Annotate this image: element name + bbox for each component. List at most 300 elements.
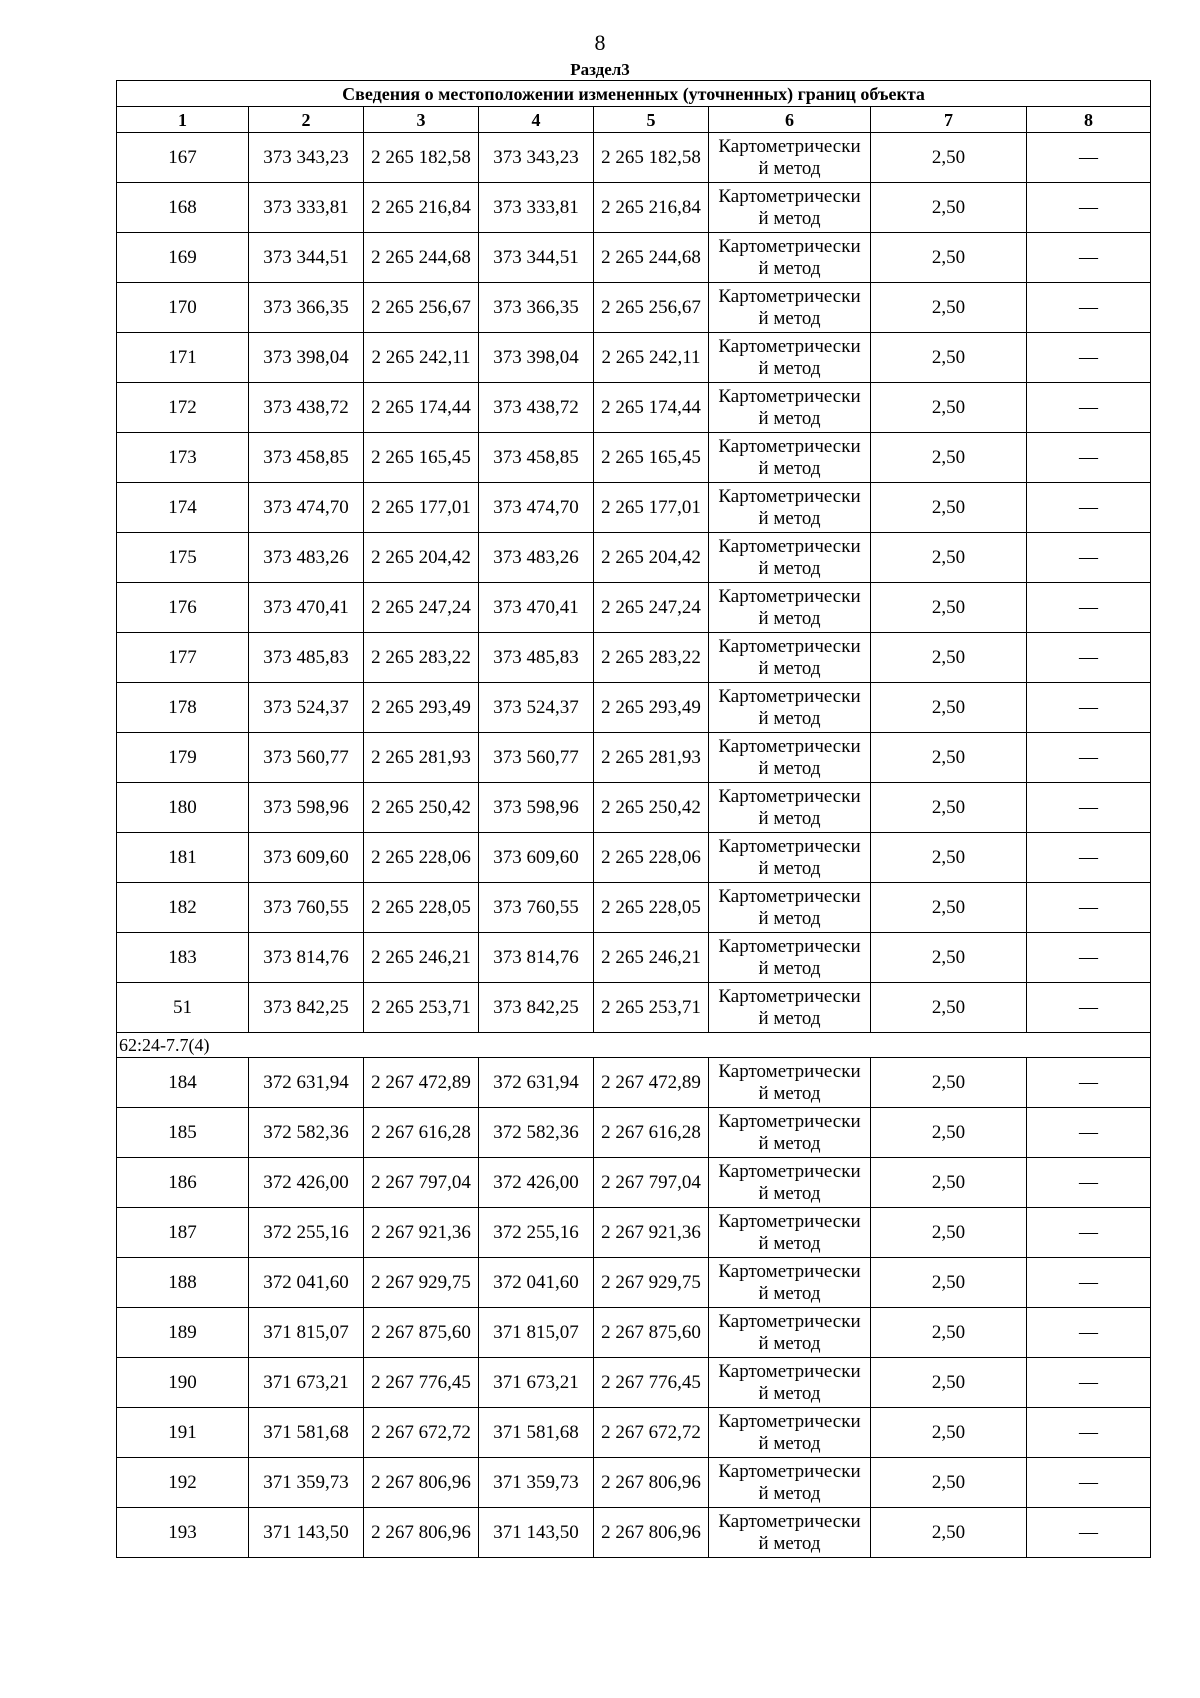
note-dash: — [1027,1308,1151,1358]
method-line-2: й метод [758,257,821,279]
method-line-1: Картометрически [718,535,861,557]
method-line-1: Картометрически [718,1110,861,1132]
coord-y-existing: 2 267 806,96 [364,1458,479,1508]
coord-y-updated: 2 267 806,96 [594,1508,709,1558]
table-row [117,383,1151,433]
coord-y-updated: 2 267 875,60 [594,1308,709,1358]
note-dash: — [1027,883,1151,933]
section-title: Раздел3 [570,60,630,79]
method-line-2: й метод [758,1482,821,1504]
method-line-2: й метод [758,507,821,529]
coord-y-updated: 2 267 797,04 [594,1158,709,1208]
note-dash: — [1027,1508,1151,1558]
point-number: 173 [117,433,249,483]
method-line-2: й метод [758,707,821,729]
point-number: 179 [117,733,249,783]
method-cell [709,1308,871,1358]
method-line-2: й метод [758,1532,821,1554]
method-cell [709,1108,871,1158]
note-dash: — [1027,383,1151,433]
method-line-2: й метод [758,557,821,579]
method-cell [709,283,871,333]
column-header: 5 [594,107,709,133]
coord-x-updated: 373 438,72 [479,383,594,433]
coord-x-updated: 373 483,26 [479,533,594,583]
accuracy-value: 2,50 [871,383,1027,433]
note-dash: — [1027,283,1151,333]
method-cell [709,483,871,533]
coord-y-existing: 2 267 672,72 [364,1408,479,1458]
accuracy-value: 2,50 [871,633,1027,683]
note-dash: — [1027,433,1151,483]
point-number: 193 [117,1508,249,1558]
table-body [117,133,1151,1558]
note-dash: — [1027,133,1151,183]
coord-y-updated: 2 265 177,01 [594,483,709,533]
accuracy-value: 2,50 [871,483,1027,533]
point-number: 176 [117,583,249,633]
coord-x-existing: 373 458,85 [249,433,364,483]
point-number: 51 [117,983,249,1033]
coord-y-existing: 2 267 921,36 [364,1208,479,1258]
method-line-1: Картометрически [718,485,861,507]
coord-y-updated: 2 265 228,06 [594,833,709,883]
coord-x-existing: 373 474,70 [249,483,364,533]
coord-y-updated: 2 267 921,36 [594,1208,709,1258]
table-row [117,133,1151,183]
table-row [117,1058,1151,1108]
coord-x-existing: 373 483,26 [249,533,364,583]
coord-x-existing: 372 426,00 [249,1158,364,1208]
point-number: 168 [117,183,249,233]
coord-x-existing: 371 143,50 [249,1508,364,1558]
method-line-1: Картометрически [718,1360,861,1382]
coord-y-existing: 2 267 929,75 [364,1258,479,1308]
method-cell [709,433,871,483]
note-dash: — [1027,783,1151,833]
coord-y-updated: 2 265 165,45 [594,433,709,483]
method-cell [709,1208,871,1258]
note-dash: — [1027,183,1151,233]
coord-x-updated: 372 582,36 [479,1108,594,1158]
accuracy-value: 2,50 [871,583,1027,633]
point-number: 188 [117,1258,249,1308]
coord-x-existing: 373 333,81 [249,183,364,233]
column-header: 7 [871,107,1027,133]
method-line-2: й метод [758,807,821,829]
coord-y-existing: 2 267 875,60 [364,1308,479,1358]
table-row [117,233,1151,283]
table-row [117,633,1151,683]
accuracy-value: 2,50 [871,1208,1027,1258]
note-dash: — [1027,583,1151,633]
table-row [117,1108,1151,1158]
method-line-2: й метод [758,1282,821,1304]
method-line-1: Картометрически [718,1460,861,1482]
coord-x-updated: 372 255,16 [479,1208,594,1258]
coord-x-existing: 373 598,96 [249,783,364,833]
method-line-2: й метод [758,307,821,329]
table-row [117,1208,1151,1258]
accuracy-value: 2,50 [871,233,1027,283]
method-line-1: Картометрически [718,635,861,657]
coord-x-updated: 373 398,04 [479,333,594,383]
note-dash: — [1027,533,1151,583]
coord-x-existing: 372 041,60 [249,1258,364,1308]
coord-y-existing: 2 265 174,44 [364,383,479,433]
table-row [117,433,1151,483]
method-line-1: Картометрически [718,1060,861,1082]
method-cell [709,1158,871,1208]
coord-x-existing: 371 815,07 [249,1308,364,1358]
method-line-2: й метод [758,1382,821,1404]
accuracy-value: 2,50 [871,683,1027,733]
note-dash: — [1027,1158,1151,1208]
coord-y-existing: 2 265 216,84 [364,183,479,233]
method-line-1: Картометрически [718,1260,861,1282]
coord-y-updated: 2 265 283,22 [594,633,709,683]
table-row [117,1158,1151,1208]
table-row [117,533,1151,583]
table-row [117,1358,1151,1408]
coord-y-updated: 2 265 244,68 [594,233,709,283]
method-line-1: Картометрически [718,1310,861,1332]
method-line-2: й метод [758,857,821,879]
method-line-1: Картометрически [718,885,861,907]
accuracy-value: 2,50 [871,183,1027,233]
method-line-2: й метод [758,757,821,779]
coord-y-existing: 2 265 293,49 [364,683,479,733]
group-label: 62:24-7.7(4) [117,1033,1151,1058]
method-cell [709,633,871,683]
coord-y-existing: 2 267 616,28 [364,1108,479,1158]
coord-x-existing: 373 560,77 [249,733,364,783]
method-line-2: й метод [758,157,821,179]
note-dash: — [1027,1458,1151,1508]
coord-y-updated: 2 267 472,89 [594,1058,709,1108]
point-number: 170 [117,283,249,333]
coord-y-updated: 2 265 216,84 [594,183,709,233]
coord-x-existing: 373 609,60 [249,833,364,883]
method-line-1: Картометрически [718,835,861,857]
coord-x-updated: 373 609,60 [479,833,594,883]
accuracy-value: 2,50 [871,283,1027,333]
coord-x-updated: 373 474,70 [479,483,594,533]
note-dash: — [1027,1058,1151,1108]
coord-y-existing: 2 265 204,42 [364,533,479,583]
coord-y-existing: 2 265 228,05 [364,883,479,933]
method-line-2: й метод [758,457,821,479]
method-cell [709,883,871,933]
method-line-2: й метод [758,957,821,979]
table-row [117,1508,1151,1558]
table-row [117,783,1151,833]
method-line-2: й метод [758,1232,821,1254]
accuracy-value: 2,50 [871,533,1027,583]
coord-x-updated: 373 344,51 [479,233,594,283]
coord-x-updated: 371 815,07 [479,1308,594,1358]
note-dash: — [1027,933,1151,983]
coord-y-existing: 2 265 228,06 [364,833,479,883]
coord-x-existing: 371 359,73 [249,1458,364,1508]
coord-y-updated: 2 267 616,28 [594,1108,709,1158]
coord-x-updated: 372 426,00 [479,1158,594,1208]
method-line-1: Картометрически [718,435,861,457]
accuracy-value: 2,50 [871,933,1027,983]
method-cell [709,983,871,1033]
table-row [117,1258,1151,1308]
note-dash: — [1027,1258,1151,1308]
method-cell [709,1358,871,1408]
note-dash: — [1027,483,1151,533]
coord-x-updated: 372 631,94 [479,1058,594,1108]
point-number: 177 [117,633,249,683]
coord-y-existing: 2 265 283,22 [364,633,479,683]
method-cell [709,783,871,833]
coord-x-existing: 372 582,36 [249,1108,364,1158]
note-dash: — [1027,1358,1151,1408]
coord-y-updated: 2 265 253,71 [594,983,709,1033]
method-line-2: й метод [758,207,821,229]
coord-x-updated: 373 524,37 [479,683,594,733]
coord-y-updated: 2 265 293,49 [594,683,709,733]
method-line-1: Картометрически [718,735,861,757]
coord-x-existing: 373 760,55 [249,883,364,933]
coord-x-existing: 373 524,37 [249,683,364,733]
coord-y-updated: 2 267 776,45 [594,1358,709,1408]
accuracy-value: 2,50 [871,333,1027,383]
method-line-1: Картометрически [718,685,861,707]
method-line-2: й метод [758,1182,821,1204]
method-cell [709,1258,871,1308]
method-line-2: й метод [758,1332,821,1354]
method-line-1: Картометрически [718,235,861,257]
coord-x-existing: 373 438,72 [249,383,364,433]
accuracy-value: 2,50 [871,1458,1027,1508]
table-row [117,683,1151,733]
table-caption-row [117,81,1151,107]
note-dash: — [1027,1208,1151,1258]
coord-x-existing: 373 814,76 [249,933,364,983]
method-line-2: й метод [758,657,821,679]
coord-y-updated: 2 265 281,93 [594,733,709,783]
coord-x-updated: 373 470,41 [479,583,594,633]
method-cell [709,383,871,433]
method-cell [709,183,871,233]
coord-y-existing: 2 267 472,89 [364,1058,479,1108]
coord-y-updated: 2 265 250,42 [594,783,709,833]
method-line-2: й метод [758,1132,821,1154]
table-row [117,483,1151,533]
method-line-2: й метод [758,407,821,429]
column-header-row [117,107,1151,133]
coord-y-existing: 2 265 281,93 [364,733,479,783]
method-cell [709,1508,871,1558]
accuracy-value: 2,50 [871,1158,1027,1208]
accuracy-value: 2,50 [871,983,1027,1033]
coord-y-updated: 2 265 256,67 [594,283,709,333]
method-line-1: Картометрически [718,185,861,207]
coord-x-updated: 372 041,60 [479,1258,594,1308]
coord-x-existing: 372 255,16 [249,1208,364,1258]
coord-x-updated: 373 343,23 [479,133,594,183]
coord-x-updated: 373 598,96 [479,783,594,833]
method-cell [709,533,871,583]
coord-y-existing: 2 265 246,21 [364,933,479,983]
point-number: 175 [117,533,249,583]
coord-x-existing: 371 673,21 [249,1358,364,1408]
coord-x-updated: 371 359,73 [479,1458,594,1508]
boundary-coordinates-table [116,80,1151,1558]
method-line-1: Картометрически [718,1160,861,1182]
method-line-1: Картометрически [718,1510,861,1532]
coord-x-updated: 371 143,50 [479,1508,594,1558]
coord-y-existing: 2 267 806,96 [364,1508,479,1558]
column-header: 6 [709,107,871,133]
point-number: 190 [117,1358,249,1408]
method-line-2: й метод [758,907,821,929]
method-cell [709,833,871,883]
accuracy-value: 2,50 [871,433,1027,483]
point-number: 191 [117,1408,249,1458]
coord-x-updated: 373 814,76 [479,933,594,983]
point-number: 182 [117,883,249,933]
table-row [117,183,1151,233]
note-dash: — [1027,333,1151,383]
coord-x-existing: 373 398,04 [249,333,364,383]
coord-y-existing: 2 265 256,67 [364,283,479,333]
coord-y-existing: 2 267 776,45 [364,1358,479,1408]
accuracy-value: 2,50 [871,1358,1027,1408]
coord-x-existing: 373 344,51 [249,233,364,283]
method-line-2: й метод [758,1007,821,1029]
method-line-2: й метод [758,1082,821,1104]
method-cell [709,1458,871,1508]
point-number: 187 [117,1208,249,1258]
point-number: 171 [117,333,249,383]
point-number: 183 [117,933,249,983]
accuracy-value: 2,50 [871,883,1027,933]
coord-x-existing: 373 470,41 [249,583,364,633]
method-cell [709,1408,871,1458]
table-row [117,983,1151,1033]
coord-x-updated: 373 560,77 [479,733,594,783]
point-number: 172 [117,383,249,433]
note-dash: — [1027,683,1151,733]
coord-y-updated: 2 265 174,44 [594,383,709,433]
method-cell [709,1058,871,1108]
coord-y-updated: 2 265 247,24 [594,583,709,633]
point-number: 181 [117,833,249,883]
method-cell [709,133,871,183]
accuracy-value: 2,50 [871,783,1027,833]
column-header: 8 [1027,107,1151,133]
accuracy-value: 2,50 [871,1408,1027,1458]
table-row [117,283,1151,333]
coord-y-updated: 2 265 228,05 [594,883,709,933]
table-row [117,883,1151,933]
accuracy-value: 2,50 [871,1108,1027,1158]
method-line-2: й метод [758,607,821,629]
table-row [117,1458,1151,1508]
coord-x-updated: 373 842,25 [479,983,594,1033]
accuracy-value: 2,50 [871,1508,1027,1558]
coord-y-existing: 2 265 253,71 [364,983,479,1033]
coord-x-existing: 373 343,23 [249,133,364,183]
method-line-1: Картометрически [718,335,861,357]
method-line-1: Картометрически [718,285,861,307]
note-dash: — [1027,633,1151,683]
table-row [117,1308,1151,1358]
coord-x-updated: 371 673,21 [479,1358,594,1408]
coord-x-updated: 373 485,83 [479,633,594,683]
method-line-2: й метод [758,1432,821,1454]
accuracy-value: 2,50 [871,1258,1027,1308]
coord-x-existing: 373 485,83 [249,633,364,683]
point-number: 178 [117,683,249,733]
coord-y-existing: 2 265 177,01 [364,483,479,533]
note-dash: — [1027,833,1151,883]
column-header: 4 [479,107,594,133]
point-number: 185 [117,1108,249,1158]
method-line-1: Картометрически [718,135,861,157]
point-number: 174 [117,483,249,533]
coord-x-updated: 373 333,81 [479,183,594,233]
point-number: 169 [117,233,249,283]
coord-y-existing: 2 265 182,58 [364,133,479,183]
coord-y-updated: 2 265 204,42 [594,533,709,583]
accuracy-value: 2,50 [871,1308,1027,1358]
coord-y-existing: 2 265 165,45 [364,433,479,483]
point-number: 184 [117,1058,249,1108]
method-cell [709,933,871,983]
column-header: 2 [249,107,364,133]
table-caption: Сведения о местоположении измененных (уточненных) границ объекта [117,81,1151,107]
page-number: 8 [594,30,606,55]
method-line-1: Картометрически [718,1410,861,1432]
coord-x-existing: 373 842,25 [249,983,364,1033]
coord-y-existing: 2 267 797,04 [364,1158,479,1208]
coord-x-updated: 373 760,55 [479,883,594,933]
method-cell [709,583,871,633]
note-dash: — [1027,733,1151,783]
note-dash: — [1027,233,1151,283]
note-dash: — [1027,983,1151,1033]
column-header: 3 [364,107,479,133]
coord-y-updated: 2 267 672,72 [594,1408,709,1458]
note-dash: — [1027,1408,1151,1458]
table-row [117,1408,1151,1458]
column-header: 1 [117,107,249,133]
accuracy-value: 2,50 [871,1058,1027,1108]
coord-x-updated: 373 366,35 [479,283,594,333]
coord-y-updated: 2 267 806,96 [594,1458,709,1508]
method-line-2: й метод [758,357,821,379]
point-number: 189 [117,1308,249,1358]
table-row [117,933,1151,983]
point-number: 167 [117,133,249,183]
coord-y-updated: 2 265 182,58 [594,133,709,183]
method-line-1: Картометрически [718,385,861,407]
accuracy-value: 2,50 [871,733,1027,783]
point-number: 186 [117,1158,249,1208]
table-row [117,833,1151,883]
table-row [117,733,1151,783]
coord-x-existing: 372 631,94 [249,1058,364,1108]
method-line-1: Картометрически [718,1210,861,1232]
group-row [117,1033,1151,1058]
method-line-1: Картометрически [718,935,861,957]
